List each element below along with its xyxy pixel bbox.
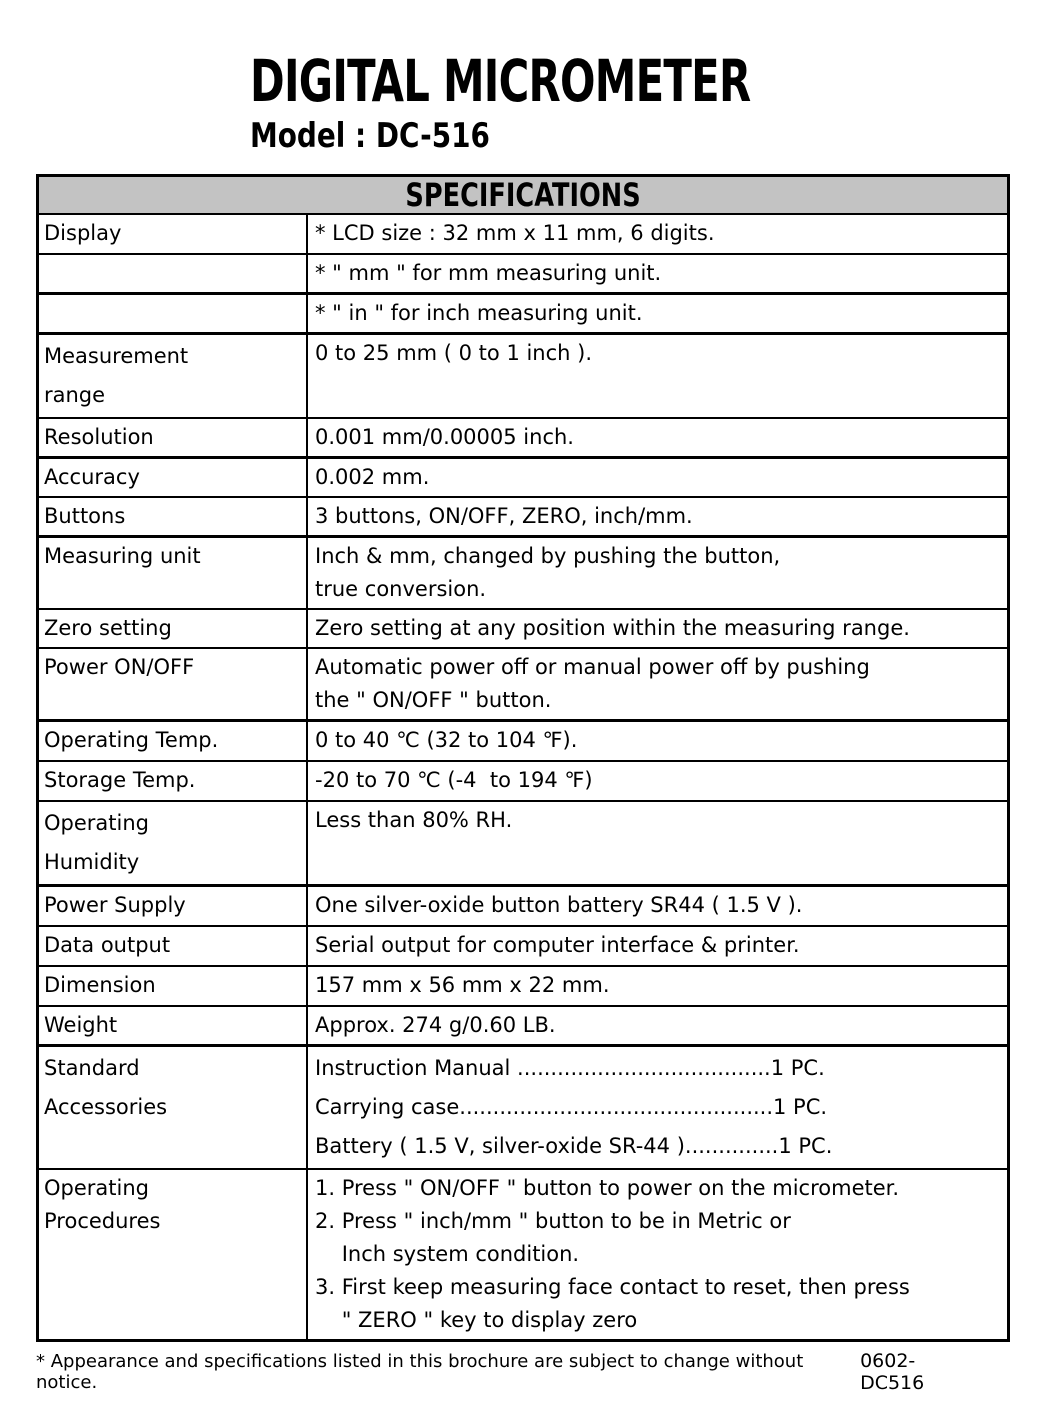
row-value: * " mm " for mm measuring unit. bbox=[315, 261, 662, 285]
footer-document-code: 0602-DC516 bbox=[860, 1350, 925, 1394]
row-label: Operating bbox=[44, 811, 149, 835]
table-header-title: SPECIFICATIONS bbox=[405, 176, 641, 214]
row-value: One silver-oxide button battery SR44 ( 1.5 V ). bbox=[315, 893, 803, 917]
row-label-line2: Procedures bbox=[44, 1209, 161, 1233]
footer-note: * Appearance and specifications listed in this brochure are subject to change without notice. bbox=[36, 1351, 804, 1393]
row-label: Display bbox=[44, 221, 122, 245]
row-value: Zero setting at any position within the measuring range. bbox=[315, 616, 910, 640]
table-row-measuring-unit bbox=[39, 538, 1007, 610]
row-label: Dimension bbox=[44, 973, 156, 997]
row-value: Serial output for computer interface & printer. bbox=[315, 933, 800, 957]
table-row-accuracy bbox=[39, 459, 1007, 498]
row-label: Weight bbox=[44, 1013, 118, 1037]
row-value: 0 to 40 ℃ (32 to 104 ℉). bbox=[315, 728, 578, 752]
table-row-dimension bbox=[39, 967, 1007, 1007]
row-value: Less than 80% RH. bbox=[315, 808, 513, 832]
table-row-measurement-range bbox=[39, 335, 1007, 419]
footer bbox=[36, 1350, 1010, 1394]
row-value-line4: 3. First keep measuring face contact to reset, then press bbox=[315, 1275, 910, 1299]
row-value-line2: 2. Press " inch/mm " button to be in Metric or bbox=[315, 1209, 791, 1233]
row-label-line2: Humidity bbox=[44, 850, 140, 874]
row-value-line2: the " ON/OFF " button. bbox=[315, 688, 552, 712]
row-value: -20 to 70 ℃ (-4 to 194 ℉) bbox=[315, 768, 593, 792]
table-row-zero-setting bbox=[39, 610, 1007, 649]
row-value: * " in " for inch measuring unit. bbox=[315, 301, 643, 325]
row-label: Measuring unit bbox=[44, 544, 201, 568]
row-value-line3: Battery ( 1.5 V, silver-oxide SR-44 )..............1 PC. bbox=[315, 1134, 833, 1158]
row-value-line3: Inch system condition. bbox=[315, 1242, 580, 1266]
row-label: Buttons bbox=[44, 504, 126, 528]
row-value-line5: " ZERO " key to display zero bbox=[315, 1308, 638, 1332]
row-value: 0 to 25 mm ( 0 to 1 inch ). bbox=[315, 341, 593, 365]
model-number: Model : DC-516 bbox=[250, 116, 490, 156]
table-row-resolution bbox=[39, 419, 1007, 459]
table-row-operating-temp bbox=[39, 722, 1007, 762]
table-row-power-on-off bbox=[39, 649, 1007, 722]
row-value: 1. Press " ON/OFF " button to power on the micrometer. bbox=[315, 1176, 900, 1200]
row-label: Power ON/OFF bbox=[44, 655, 195, 679]
row-value-line2: true conversion. bbox=[315, 577, 487, 601]
row-label: Zero setting bbox=[44, 616, 172, 640]
row-label: Operating Temp. bbox=[44, 728, 219, 752]
row-label: Resolution bbox=[44, 425, 154, 449]
row-label-line2: range bbox=[44, 383, 106, 407]
table-header bbox=[39, 177, 1007, 215]
row-value: 0.002 mm. bbox=[315, 465, 430, 489]
row-value: Approx. 274 g/0.60 LB. bbox=[315, 1013, 556, 1037]
table-row-operating-procedures bbox=[39, 1170, 1007, 1339]
row-value: Instruction Manual ......................................1 PC. bbox=[315, 1056, 825, 1080]
row-value: Inch & mm, changed by pushing the button, bbox=[315, 544, 781, 568]
row-label: Storage Temp. bbox=[44, 768, 196, 792]
document-title: DIGITAL MICROMETER bbox=[250, 47, 751, 115]
row-value: * LCD size : 32 mm x 11 mm, 6 digits. bbox=[315, 221, 715, 245]
table-row-display-in bbox=[39, 295, 1007, 335]
row-label: Data output bbox=[44, 933, 171, 957]
table-row-storage-temp bbox=[39, 762, 1007, 802]
row-label-line2: Accessories bbox=[44, 1095, 168, 1119]
row-label: Operating bbox=[44, 1176, 149, 1200]
row-value: 0.001 mm/0.00005 inch. bbox=[315, 425, 574, 449]
table-row-power-supply bbox=[39, 887, 1007, 927]
specifications-table bbox=[36, 174, 1010, 1342]
row-value-line2: Carrying case...............................................1 PC. bbox=[315, 1095, 828, 1119]
table-row-buttons bbox=[39, 498, 1007, 538]
table-row-data-output bbox=[39, 927, 1007, 967]
row-label: Accuracy bbox=[44, 465, 140, 489]
row-label: Power Supply bbox=[44, 893, 186, 917]
table-row-display bbox=[39, 215, 1007, 255]
row-value: 157 mm x 56 mm x 22 mm. bbox=[315, 973, 610, 997]
row-label: Standard bbox=[44, 1056, 140, 1080]
document-header bbox=[250, 47, 1041, 156]
table-row-display-mm bbox=[39, 255, 1007, 295]
table-row-standard-accessories bbox=[39, 1047, 1007, 1170]
table-row-weight bbox=[39, 1007, 1007, 1047]
row-label: Measurement bbox=[44, 344, 189, 368]
row-value: 3 buttons, ON/OFF, ZERO, inch/mm. bbox=[315, 504, 693, 528]
row-value: Automatic power off or manual power off by pushing bbox=[315, 655, 870, 679]
table-row-operating-humidity bbox=[39, 802, 1007, 887]
